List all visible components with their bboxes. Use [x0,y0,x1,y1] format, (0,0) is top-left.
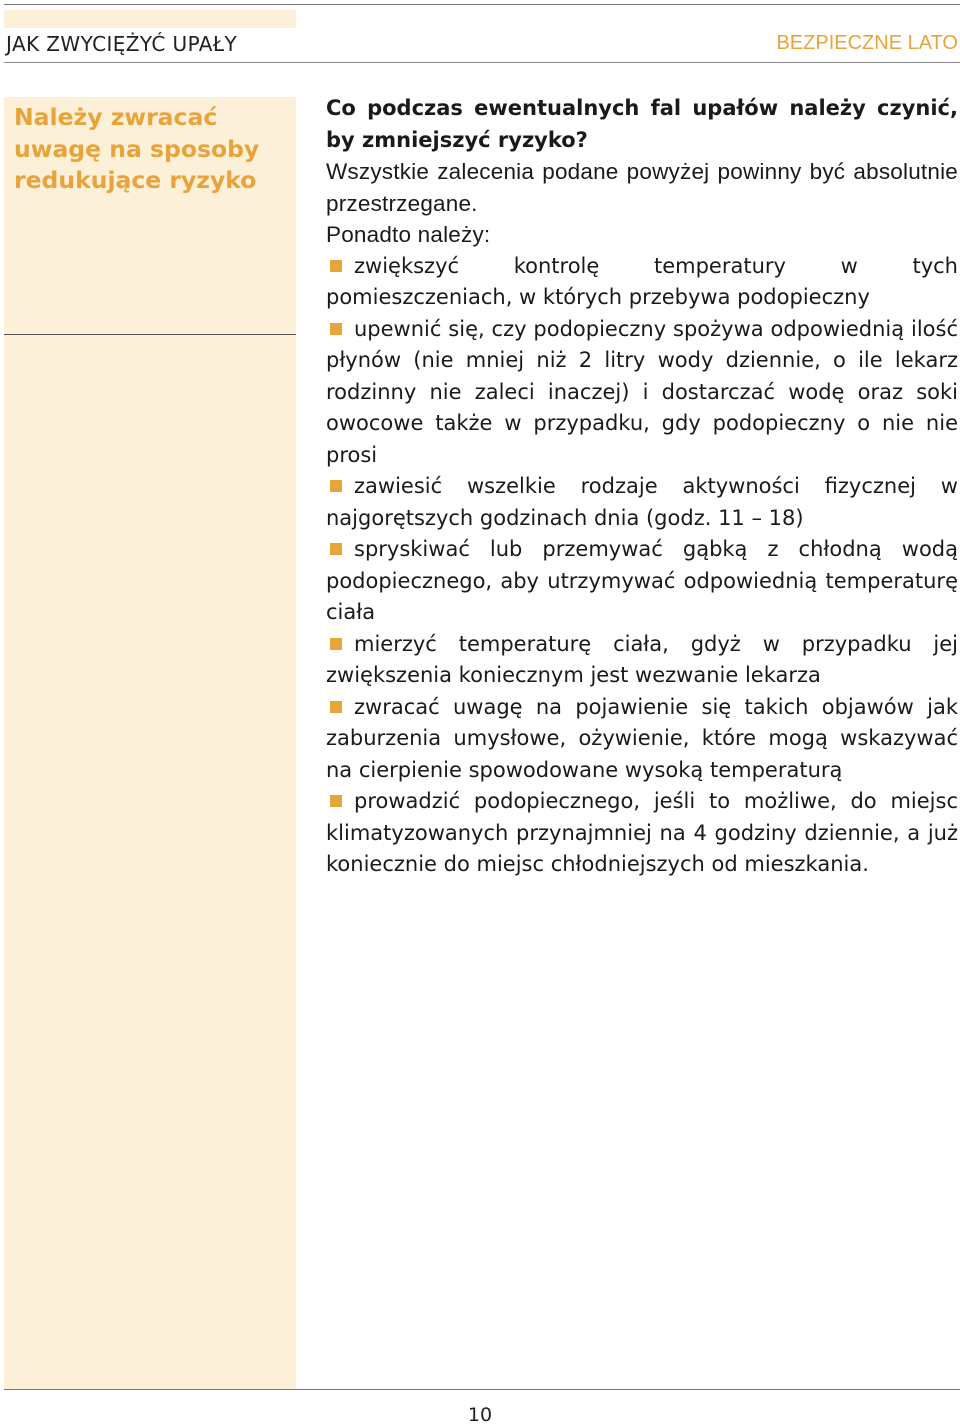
list-item-text: upewnić się, czy podopieczny spożywa odpowiednią ilość płynów (nie mniej niż 2 litry wody dziennie, o ile lekarz rodzinny nie zaleci inaczej) i dostarczać wodę oraz soki owocowe także w przypadku, gdy podopieczny o nie nie prosi [326,316,958,467]
section-question: Co podczas ewentualnych fal upałów należy czynić, by zmniejszyć ryzyko? [326,96,958,152]
list-item-text: spryskiwać lub przemywać gąbką z chłodną wodą podopiecznego, aby utrzymywać odpowiednią temperaturę ciała [326,537,958,624]
bullet-square-icon [330,543,342,555]
bullet-square-icon [330,260,342,272]
list-item [326,534,958,629]
bullet-square-icon [330,638,342,650]
bullet-square-icon [330,480,342,492]
list-item [326,251,958,314]
list-item [326,471,958,534]
bullet-square-icon [330,701,342,713]
top-border-rule [4,4,960,5]
top-accent-strip [4,10,296,28]
bullet-square-icon [330,323,342,335]
sidebar-rule [4,334,296,335]
list-item-text: mierzyć temperaturę ciała, gdyż w przypadku jej zwiększenia koniecznym jest wezwanie lekarza [326,631,958,687]
sidebar-panel [4,97,296,1389]
sidebar-heading: Należy zwracać uwagę na sposoby redukujące ryzyko [14,103,260,194]
list-item-text: zawiesić wszelkie rodzaje aktywności fizycznej w najgorętszych godzinach dnia (godz. 11 – 18) [326,474,958,530]
lead-text: Ponadto należy: [326,222,491,247]
running-header-title: JAK ZWYCIĘŻYĆ UPAŁY [6,32,238,56]
page-number: 10 [467,1404,493,1426]
intro-paragraph: Wszystkie zalecenia podane powyżej powinny być absolutnie przestrzegane. [326,159,958,216]
list-item-text: zwracać uwagę na pojawienie się takich objawów jak zaburzenia umysłowe, ożywienie, które mogą wskazywać na cierpienie spowodowane wysoką temperaturą [326,694,958,782]
footer-rule [4,1389,960,1390]
list-item [326,786,958,881]
list-item-text: zwiększyć kontrolę temperatury w tych pomieszczeniach, w których przebywa podopieczny [326,253,958,309]
list-item-text: prowadzić podopiecznego, jeśli to możliwe, do miejsc klimatyzowanych przynajmniej na 4 godziny dziennie, a już koniecznie do miejsc chłodniejszych od mieszkania. [326,789,958,876]
list-item [326,629,958,692]
bullet-square-icon [330,795,342,807]
list-item [326,314,958,472]
main-content [326,93,958,881]
list-item [326,692,958,787]
running-header-section: BEZPIECZNE LATO [776,32,958,54]
header-rule [4,62,960,63]
